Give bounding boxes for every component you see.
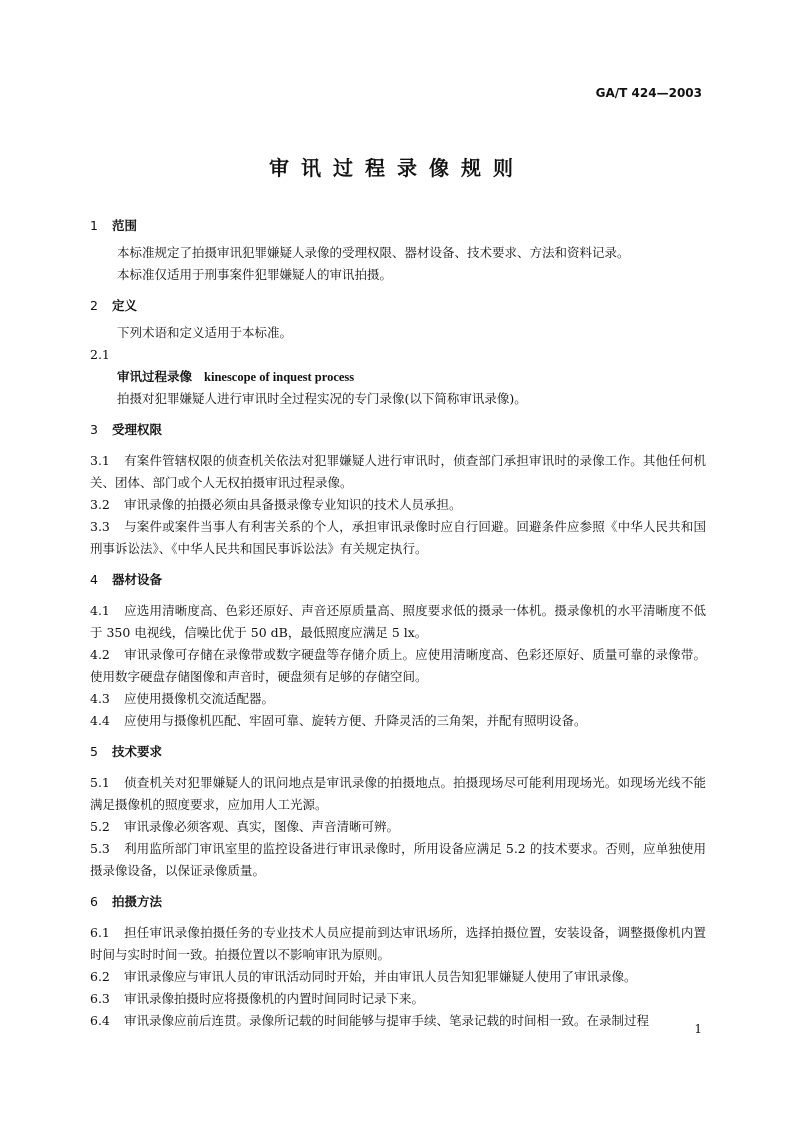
clause-5-3: 5.3 利用监所部门审讯室里的监控设备进行审讯录像时，所用设备应满足 5.2 的技术要求。否则，应单独使用摄录像设备，以保证录像质量。	[90, 841, 706, 878]
section-heading-3: 3 受理权限	[90, 422, 163, 437]
section-heading-5: 5 技术要求	[90, 744, 163, 759]
section-heading-2: 2 定义	[90, 298, 138, 313]
clause-5-1: 5.1 侦查机关对犯罪嫌疑人的讯问地点是审讯录像的拍摄地点。拍摄现场尽可能利用现场光。如现场光线不能满足摄像机的照度要求，应加用人工光源。	[90, 775, 706, 812]
clause-3-2: 3.2 审讯录像的拍摄必须由具备摄录像专业知识的技术人员承担。	[90, 497, 462, 512]
clause-6-3: 6.3 审讯录像拍摄时应将摄像机的内置时间同时记录下来。	[90, 991, 425, 1006]
clause-4-3: 4.3 应使用摄像机交流适配器。	[90, 691, 275, 706]
section-heading-1: 1 范围	[90, 218, 138, 233]
paragraph: 下列术语和定义适用于本标准。	[117, 325, 293, 340]
clause-6-2: 6.2 审讯录像应与审讯人员的审讯活动同时开始，并由审讯人员告知犯罪嫌疑人使用了审讯录像。	[90, 969, 637, 984]
clause-6-1: 6.1 担任审讯录像拍摄任务的专业技术人员应提前到达审讯场所，选择拍摄位置，安装设备，调整摄像机内置时间与实时时间一致。拍摄位置以不影响审讯为原则。	[90, 925, 706, 962]
paragraph: 本标准规定了拍摄审讯犯罪嫌疑人录像的受理权限、器材设备、技术要求、方法和资料记录。	[117, 245, 630, 260]
document-id: GA/T 424—2003	[595, 86, 702, 100]
clause-5-2: 5.2 审讯录像必须客观、真实，图像、声音清晰可辨。	[90, 819, 400, 834]
page-number: 1	[694, 1022, 702, 1036]
subclause-number: 2.1	[90, 347, 110, 362]
clause-4-2: 4.2 审讯录像可存储在录像带或数字硬盘等存储介质上。应使用清晰度高、色彩还原好、质量可靠的录像带。使用数字硬盘存储图像和声音时，硬盘须有足够的存储空间。	[90, 647, 706, 684]
clause-4-1: 4.1 应选用清晰度高、色彩还原好、声音还原质量高、照度要求低的摄录一体机。摄录像机的水平清晰度不低于 350 电视线，信噪比优于 50 dB，最低照度应满足 5 lx。	[90, 603, 706, 640]
term-heading: 审讯过程录像 kinescope of inquest process	[117, 369, 355, 384]
clause-6-4: 6.4 审讯录像应前后连贯。录像所记载的时间能够与提审手续、笔录记载的时间相一致。在录制过程	[90, 1013, 650, 1028]
section-heading-4: 4 器材设备	[90, 572, 163, 587]
clause-3-3: 3.3 与案件或案件当事人有利害关系的个人，承担审讯录像时应自行回避。回避条件应参照《中华人民共和国刑事诉讼法》、《中华人民共和国民事诉讼法》有关规定执行。	[90, 519, 706, 556]
paragraph: 本标准仅适用于刑事案件犯罪嫌疑人的审讯拍摄。	[117, 267, 393, 282]
clause-3-1: 3.1 有案件管辖权限的侦查机关依法对犯罪嫌疑人进行审讯时，侦查部门承担审讯时的录像工作。其他任何机关、团体、部门或个人无权拍摄审讯过程录像。	[90, 453, 706, 490]
section-heading-6: 6 拍摄方法	[90, 894, 163, 909]
page-title: 审讯过程录像规则	[269, 156, 525, 180]
clause-4-4: 4.4 应使用与摄像机匹配、牢固可靠、旋转方便、升降灵活的三角架，并配有照明设备。	[90, 713, 587, 728]
document-body	[90, 216, 706, 1032]
term-definition: 拍摄对犯罪嫌疑人进行审讯时全过程实况的专门录像(以下简称审讯录像)。	[117, 391, 527, 406]
